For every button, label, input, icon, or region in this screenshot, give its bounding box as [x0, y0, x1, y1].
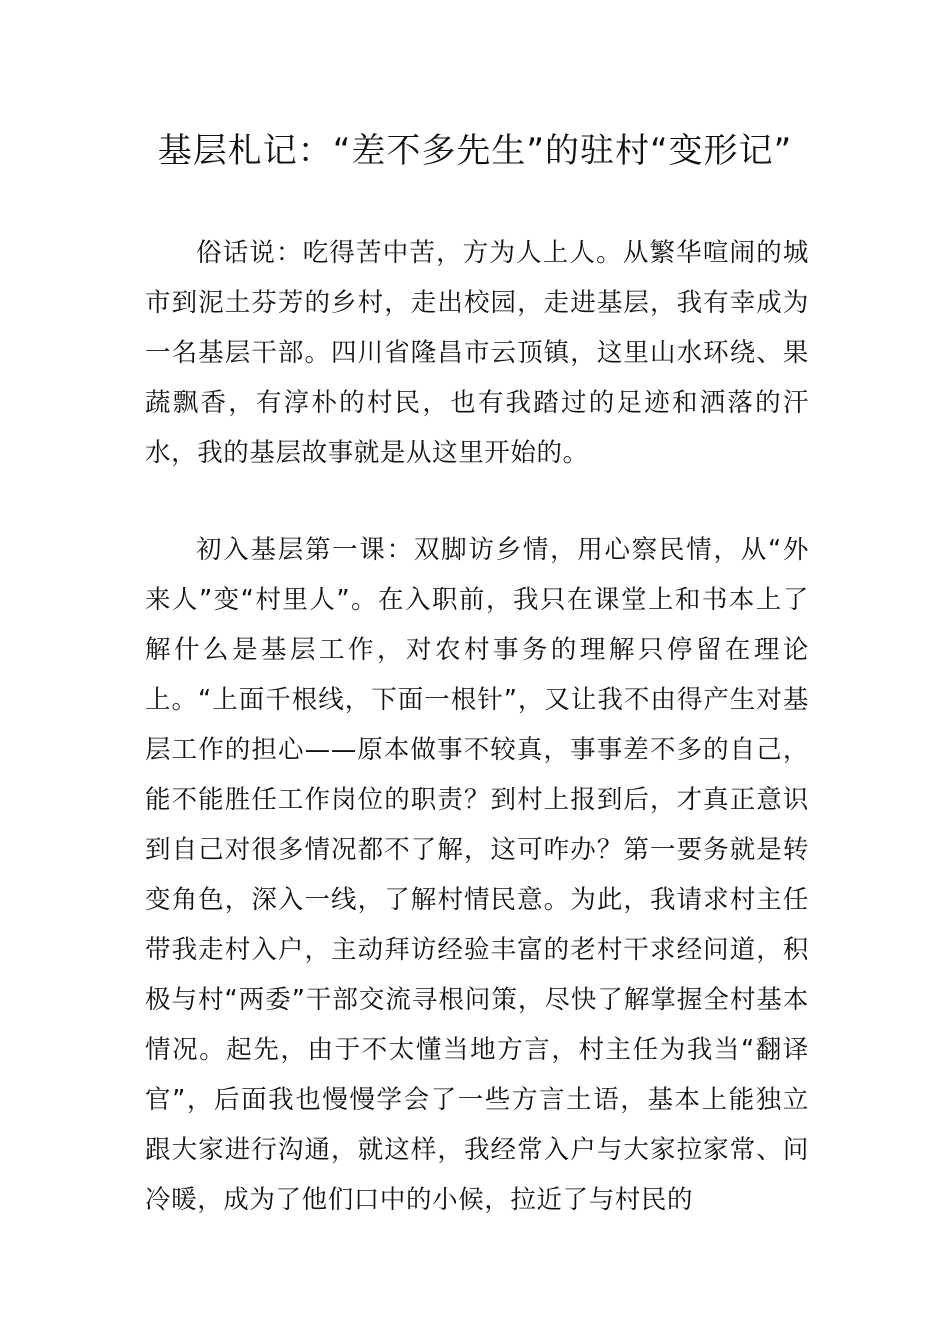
document-title: 基层札记：“差不多先生”的驻村“变形记”	[157, 131, 793, 171]
paragraph-intro: 俗话说：吃得苦中苦，方为人上人。从繁华喧闹的城市到泥土芬芳的乡村，走出校园，走进基层，我有幸成为一名基层干部。四川省隆昌市云顶镇，这里山水环绕、果蔬飘香，有淳朴的村民，也有我踏过的足迹和洒落的汗水，我的基层故事就是从这里开始的。	[145, 238, 809, 468]
paragraph-first-lesson: 初入基层第一课：双脚访乡情，用心察民情，从“外来人”变“村里人”。在入职前，我只在课堂上和书本上了解什么是基层工作，对农村事务的理解只停留在理论上。“上面千根线，下面一根针”，又让我不由得产生对基层工作的担心——原本做事不较真，事事差不多的自己，能不能胜任工作岗位的职责？到村上报到后，才真正意识到自己对很多情况都不了解，这可咋办？第一要务就是转变角色，深入一线，了解村情民意。为此，我请求村主任带我走村入户，主动拜访经验丰富的老村干求经问道，积极与村“两委”干部交流寻根问策，尽快了解掌握全村基本情况。起先，由于不太懂当地方言，村主任为我当“翻译官”，后面我也慢慢学会了一些方言土语，基本上能独立跟大家进行沟通，就这样，我经常入户与大家拉家常、问冷暖，成为了他们口中的小候，拉近了与村民的	[145, 535, 809, 1215]
